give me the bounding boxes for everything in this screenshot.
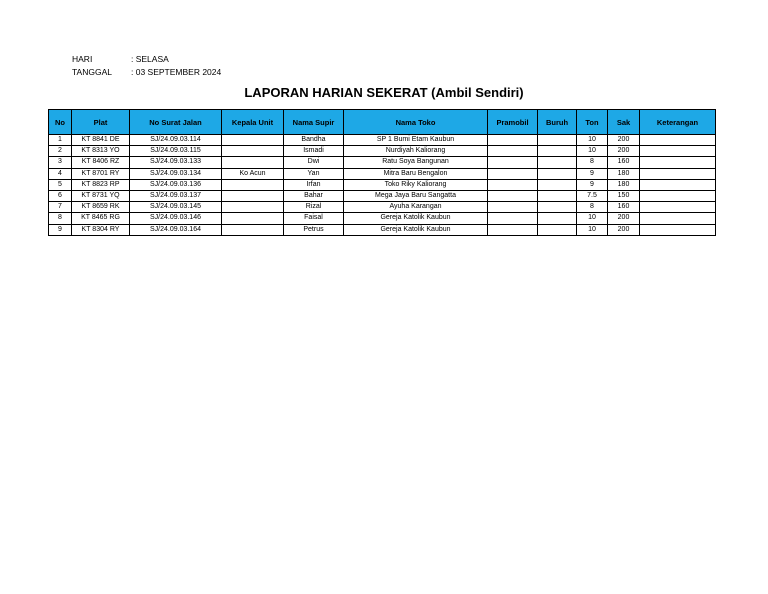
- cell-nama-toko: Ayuha Karangan: [344, 202, 488, 213]
- cell-no-surat-jalan: SJ/24.09.03.114: [130, 135, 222, 146]
- cell-nama-toko: SP 1 Bumi Etam Kaubun: [344, 135, 488, 146]
- cell-no: 8: [49, 213, 72, 224]
- cell-nama-supir: Bahar: [284, 190, 344, 201]
- cell-nama-supir: Irfan: [284, 179, 344, 190]
- cell-no-surat-jalan: SJ/24.09.03.133: [130, 157, 222, 168]
- cell-no-surat-jalan: SJ/24.09.03.134: [130, 168, 222, 179]
- cell-kepala-unit: [222, 202, 284, 213]
- cell-kepala-unit: [222, 146, 284, 157]
- cell-nama-supir: Yan: [284, 168, 344, 179]
- cell-buruh: [538, 146, 577, 157]
- table-row: [49, 213, 716, 224]
- column-header-nama-toko: Nama Toko: [344, 110, 488, 135]
- cell-buruh: [538, 190, 577, 201]
- cell-plat: KT 8731 YQ: [72, 190, 130, 201]
- cell-plat: KT 8304 RY: [72, 224, 130, 235]
- table-row: [49, 168, 716, 179]
- tanggal-label: TANGGAL: [72, 66, 112, 77]
- cell-no: 4: [49, 168, 72, 179]
- table-row: [49, 179, 716, 190]
- column-header-pramobil: Pramobil: [488, 110, 538, 135]
- cell-no: 6: [49, 190, 72, 201]
- cell-pramobil: [488, 202, 538, 213]
- cell-plat: KT 8313 YO: [72, 146, 130, 157]
- cell-plat: KT 8406 RZ: [72, 157, 130, 168]
- column-header-kepala-unit: Kepala Unit: [222, 110, 284, 135]
- cell-nama-supir: Ismadi: [284, 146, 344, 157]
- table-row: [49, 157, 716, 168]
- cell-nama-toko: Gereja Katolik Kaubun: [344, 224, 488, 235]
- cell-buruh: [538, 213, 577, 224]
- cell-pramobil: [488, 157, 538, 168]
- cell-keterangan: [640, 146, 716, 157]
- column-header-sak: Sak: [608, 110, 640, 135]
- cell-ton: 8: [577, 202, 608, 213]
- report-title: LAPORAN HARIAN SEKERAT (Ambil Sendiri): [244, 85, 524, 100]
- report-meta: [72, 53, 221, 78]
- cell-sak: 200: [608, 135, 640, 146]
- cell-plat: KT 8841 DE: [72, 135, 130, 146]
- cell-nama-supir: Petrus: [284, 224, 344, 235]
- cell-keterangan: [640, 157, 716, 168]
- cell-sak: 200: [608, 213, 640, 224]
- cell-kepala-unit: [222, 190, 284, 201]
- cell-no: 1: [49, 135, 72, 146]
- column-header-plat: Plat: [72, 110, 130, 135]
- cell-nama-toko: Gereja Katolik Kaubun: [344, 213, 488, 224]
- cell-kepala-unit: [222, 157, 284, 168]
- cell-keterangan: [640, 135, 716, 146]
- cell-kepala-unit: [222, 213, 284, 224]
- cell-no-surat-jalan: SJ/24.09.03.164: [130, 224, 222, 235]
- cell-no-surat-jalan: SJ/24.09.03.115: [130, 146, 222, 157]
- column-header-keterangan: Keterangan: [640, 110, 716, 135]
- cell-keterangan: [640, 213, 716, 224]
- cell-plat: KT 8659 RK: [72, 202, 130, 213]
- meta-row-hari: [72, 53, 221, 66]
- cell-sak: 160: [608, 202, 640, 213]
- cell-no: 3: [49, 157, 72, 168]
- cell-no-surat-jalan: SJ/24.09.03.137: [130, 190, 222, 201]
- tanggal-value: : 03 SEPTEMBER 2024: [131, 66, 222, 77]
- cell-keterangan: [640, 168, 716, 179]
- cell-ton: 8: [577, 157, 608, 168]
- column-header-no: No: [49, 110, 72, 135]
- cell-buruh: [538, 202, 577, 213]
- cell-nama-toko: Ratu Soya Bangunan: [344, 157, 488, 168]
- cell-buruh: [538, 224, 577, 235]
- cell-plat: KT 8465 RG: [72, 213, 130, 224]
- cell-kepala-unit: [222, 135, 284, 146]
- cell-no-surat-jalan: SJ/24.09.03.136: [130, 179, 222, 190]
- cell-sak: 200: [608, 224, 640, 235]
- cell-plat: KT 8701 RY: [72, 168, 130, 179]
- report-table: [48, 109, 716, 236]
- cell-ton: 10: [577, 213, 608, 224]
- cell-nama-supir: Faisal: [284, 213, 344, 224]
- cell-ton: 7.5: [577, 190, 608, 201]
- cell-pramobil: [488, 213, 538, 224]
- cell-buruh: [538, 168, 577, 179]
- cell-nama-supir: Dwi: [284, 157, 344, 168]
- table-row: [49, 224, 716, 235]
- cell-ton: 9: [577, 179, 608, 190]
- cell-nama-supir: Bandha: [284, 135, 344, 146]
- column-header-nama-supir: Nama Supir: [284, 110, 344, 135]
- hari-label: HARI: [72, 54, 93, 64]
- cell-keterangan: [640, 179, 716, 190]
- cell-nama-toko: Toko Riky Kaliorang: [344, 179, 488, 190]
- cell-kepala-unit: [222, 179, 284, 190]
- cell-keterangan: [640, 202, 716, 213]
- cell-ton: 10: [577, 224, 608, 235]
- table-row: [49, 202, 716, 213]
- cell-kepala-unit: Ko Acun: [222, 168, 284, 179]
- cell-no: 2: [49, 146, 72, 157]
- cell-kepala-unit: [222, 224, 284, 235]
- cell-pramobil: [488, 224, 538, 235]
- cell-nama-toko: Nurdiyah Kaliorang: [344, 146, 488, 157]
- cell-nama-supir: Rizal: [284, 202, 344, 213]
- cell-ton: 10: [577, 135, 608, 146]
- cell-pramobil: [488, 179, 538, 190]
- cell-no: 5: [49, 179, 72, 190]
- cell-no: 7: [49, 202, 72, 213]
- cell-pramobil: [488, 168, 538, 179]
- cell-buruh: [538, 157, 577, 168]
- table-row: [49, 146, 716, 157]
- table-row: [49, 190, 716, 201]
- cell-buruh: [538, 179, 577, 190]
- cell-pramobil: [488, 146, 538, 157]
- cell-pramobil: [488, 135, 538, 146]
- cell-no-surat-jalan: SJ/24.09.03.146: [130, 213, 222, 224]
- cell-ton: 10: [577, 146, 608, 157]
- hari-value: : SELASA: [131, 54, 169, 64]
- cell-no: 9: [49, 224, 72, 235]
- cell-nama-toko: Mitra Baru Bengalon: [344, 168, 488, 179]
- cell-sak: 180: [608, 168, 640, 179]
- meta-row-tanggal: [72, 66, 221, 79]
- table-row: [49, 135, 716, 146]
- cell-plat: KT 8823 RP: [72, 179, 130, 190]
- cell-sak: 160: [608, 157, 640, 168]
- cell-keterangan: [640, 190, 716, 201]
- column-header-buruh: Buruh: [538, 110, 577, 135]
- cell-keterangan: [640, 224, 716, 235]
- cell-sak: 150: [608, 190, 640, 201]
- cell-pramobil: [488, 190, 538, 201]
- column-header-ton: Ton: [577, 110, 608, 135]
- table-header-row: [49, 110, 716, 135]
- cell-buruh: [538, 135, 577, 146]
- cell-ton: 9: [577, 168, 608, 179]
- table-body: [49, 135, 716, 236]
- cell-sak: 200: [608, 146, 640, 157]
- cell-sak: 180: [608, 179, 640, 190]
- column-header-no-surat-jalan: No Surat Jalan: [130, 110, 222, 135]
- cell-no-surat-jalan: SJ/24.09.03.145: [130, 202, 222, 213]
- cell-nama-toko: Mega Jaya Baru Sangatta: [344, 190, 488, 201]
